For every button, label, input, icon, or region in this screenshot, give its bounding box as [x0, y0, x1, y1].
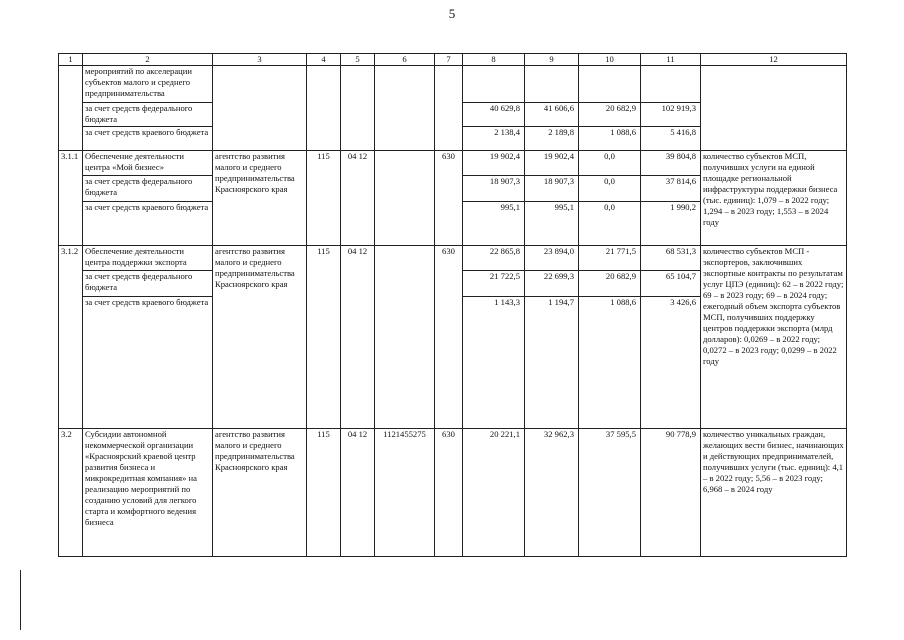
code-cell: 115 — [307, 429, 341, 557]
page-number: 5 — [448, 6, 456, 21]
value-cell — [463, 66, 525, 103]
value-cell: 20 221,1 — [463, 429, 525, 557]
table-header — [59, 54, 847, 66]
value-cell: 0,0 — [579, 151, 641, 176]
header-cell: 2 — [83, 54, 213, 66]
funding-label: за счет средств краевого бюджета — [83, 202, 213, 246]
header-cell: 10 — [579, 54, 641, 66]
funding-label: за счет средств федерального бюджета — [83, 103, 213, 127]
value-cell: 19 902,4 — [525, 151, 579, 176]
code-cell: 04 12 — [341, 151, 375, 246]
value-cell: 19 902,4 — [463, 151, 525, 176]
code-cell: 630 — [435, 429, 463, 557]
executor: агентство развития малого и среднего предпринимательства Красноярского края — [213, 246, 307, 429]
header-cell: 3 — [213, 54, 307, 66]
measure-title: мероприятий по акселерации субъектов малого и среднего предпринимательства — [83, 66, 213, 103]
value-cell: 1 088,6 — [579, 297, 641, 429]
value-cell: 20 682,9 — [579, 103, 641, 127]
value-cell: 1 088,6 — [579, 127, 641, 151]
funding-label: за счет средств федерального бюджета — [83, 176, 213, 202]
value-cell: 37 595,5 — [579, 429, 641, 557]
cell — [375, 66, 435, 151]
value-cell: 2 138,4 — [463, 127, 525, 151]
header-cell: 6 — [375, 54, 435, 66]
value-cell: 41 606,6 — [525, 103, 579, 127]
value-cell: 21 771,5 — [579, 246, 641, 271]
table-row — [59, 429, 847, 557]
table-row — [59, 246, 847, 271]
value-cell: 21 722,5 — [463, 271, 525, 297]
value-cell: 1 990,2 — [641, 202, 701, 246]
header-cell: 12 — [701, 54, 847, 66]
result-cell: количество субъектов МСП, получивших услуги на единой площадке региональной инфраструктуры поддержки бизнеса (тыс. единиц): 1,079 – в 2022 году; 1,294 – в 2023 году; 1,553 – в 2024 году — [701, 151, 847, 246]
funding-label: за счет средств краевого бюджета — [83, 297, 213, 429]
header-cell: 11 — [641, 54, 701, 66]
result-cell: количество уникальных граждан, желающих вести бизнес, начинающих и действующих предпринимателей, получивших услуги (тыс. единиц): 4,1 – в 2022 году; 5,56 – в 2023 году; 6,968 – в 2024 году — [701, 429, 847, 557]
value-cell: 32 962,3 — [525, 429, 579, 557]
value-cell: 22 865,8 — [463, 246, 525, 271]
cell — [307, 66, 341, 151]
value-cell: 20 682,9 — [579, 271, 641, 297]
value-cell: 0,0 — [579, 176, 641, 202]
executor: агентство развития малого и среднего предпринимательства Красноярского края — [213, 151, 307, 246]
code-cell: 04 12 — [341, 429, 375, 557]
value-cell: 102 919,3 — [641, 103, 701, 127]
value-cell — [579, 66, 641, 103]
measure-title: Субсидии автономной некоммерческой организации «Красноярский краевой центр развития бизнеса и микрокредитная компания» на реализацию мероприятий по созданию условий для легкого старта и комфортного ведения бизнеса — [83, 429, 213, 557]
header-cell: 9 — [525, 54, 579, 66]
row-number: 3.1.1 — [59, 151, 83, 246]
header-cell: 5 — [341, 54, 375, 66]
header-cell: 8 — [463, 54, 525, 66]
value-cell: 37 814,6 — [641, 176, 701, 202]
result-cell — [701, 66, 847, 151]
funding-label: за счет средств федерального бюджета — [83, 271, 213, 297]
code-cell: 630 — [435, 151, 463, 246]
funding-label: за счет средств краевого бюджета — [83, 127, 213, 151]
value-cell: 23 894,0 — [525, 246, 579, 271]
program-table — [58, 53, 847, 557]
value-cell: 1 194,7 — [525, 297, 579, 429]
value-cell: 18 907,3 — [525, 176, 579, 202]
row-number — [59, 66, 83, 151]
table-row — [59, 66, 847, 103]
value-cell: 995,1 — [525, 202, 579, 246]
code-cell — [375, 151, 435, 246]
value-cell: 1 143,3 — [463, 297, 525, 429]
margin-line — [20, 570, 21, 630]
row-number: 3.2 — [59, 429, 83, 557]
code-cell: 115 — [307, 246, 341, 429]
result-cell: количество субъектов МСП - экспортеров, заключивших экспортные контракты по результатам услуг ЦПЭ (единиц): 62 – в 2022 году; 69 – в 2023 году; 69 – в 2024 году; ежегодный объем экспорта субъектов МСП, получивших поддержку центров поддержки экспорта (млрд долларов): 0,0269 – в 2022 году; 0,0272 – в 2023 году; 0,0299 – в 2022 году — [701, 246, 847, 429]
header-cell: 1 — [59, 54, 83, 66]
code-cell: 115 — [307, 151, 341, 246]
header-cell: 7 — [435, 54, 463, 66]
header-cell: 4 — [307, 54, 341, 66]
value-cell: 68 531,3 — [641, 246, 701, 271]
value-cell: 22 699,3 — [525, 271, 579, 297]
measure-title: Обеспечение деятельности центра «Мой бизнес» — [83, 151, 213, 176]
value-cell: 2 189,8 — [525, 127, 579, 151]
value-cell: 5 416,8 — [641, 127, 701, 151]
code-cell — [375, 246, 435, 429]
cell — [341, 66, 375, 151]
measure-title: Обеспечение деятельности центра поддержки экспорта — [83, 246, 213, 271]
cell — [435, 66, 463, 151]
value-cell: 90 778,9 — [641, 429, 701, 557]
value-cell: 39 804,8 — [641, 151, 701, 176]
value-cell: 0,0 — [579, 202, 641, 246]
executor — [213, 66, 307, 151]
code-cell: 04 12 — [341, 246, 375, 429]
value-cell: 995,1 — [463, 202, 525, 246]
value-cell — [525, 66, 579, 103]
row-number: 3.1.2 — [59, 246, 83, 429]
table-row — [59, 151, 847, 176]
value-cell: 65 104,7 — [641, 271, 701, 297]
code-cell: 630 — [435, 246, 463, 429]
executor: агентство развития малого и среднего предпринимательства Красноярского края — [213, 429, 307, 557]
value-cell: 40 629,8 — [463, 103, 525, 127]
value-cell — [641, 66, 701, 103]
value-cell: 3 426,6 — [641, 297, 701, 429]
code-cell: 1121455275 — [375, 429, 435, 557]
value-cell: 18 907,3 — [463, 176, 525, 202]
